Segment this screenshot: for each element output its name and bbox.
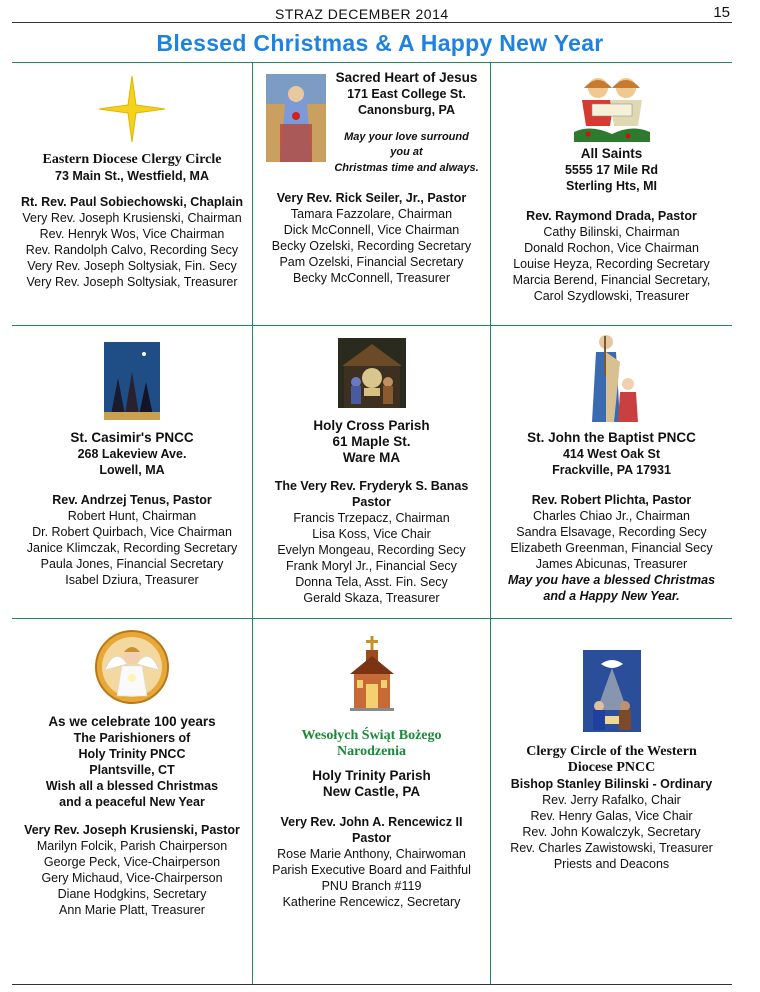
officer-line: Marilyn Folcik, Parish Chairperson bbox=[36, 839, 228, 853]
officer-line: Dick McConnell, Vice Chairman bbox=[283, 223, 460, 237]
grid-rule bbox=[12, 62, 732, 63]
officer-line: Marcia Berend, Financial Secretary, bbox=[512, 273, 711, 287]
officer-line: Cathy Bilinski, Chairman bbox=[543, 225, 680, 239]
officer-line: Rev. Henry Galas, Vice Chair bbox=[530, 809, 693, 823]
cell-lead: Very Rev. Joseph Krusienski, Pastor bbox=[24, 823, 240, 837]
cell-lead: Pastor bbox=[352, 495, 391, 509]
cell-lead: Bishop Stanley Bilinski - Ordinary bbox=[510, 777, 713, 791]
officer-line: George Peck, Vice-Chairperson bbox=[43, 855, 221, 869]
cell-address: 73 Main St., Westfield, MA bbox=[55, 169, 209, 183]
officer-line: Very Rev. Joseph Krusienski, Chairman bbox=[22, 211, 242, 225]
nativity-picture bbox=[338, 338, 406, 408]
greeting-line: Wesołych Świąt Bożego bbox=[301, 728, 442, 743]
grid-rule bbox=[12, 325, 732, 326]
angel-medallion-picture bbox=[95, 630, 169, 704]
officer-line: Francis Trzepacz, Chairman bbox=[293, 511, 450, 525]
intro-line: The Parishioners of bbox=[73, 731, 191, 745]
officer-line: Becky Ozelski, Recording Secretary bbox=[271, 239, 472, 253]
wish-line: Christmas time and always. bbox=[334, 162, 479, 174]
intro-line: Plantsville, CT bbox=[89, 763, 175, 777]
cell-address: 171 East College St. bbox=[347, 87, 466, 101]
greetings-grid bbox=[12, 62, 732, 984]
cell-all-saints bbox=[491, 70, 732, 304]
officer-line: Rev. John Kowalczyk, Secretary bbox=[522, 825, 701, 839]
officer-line: Becky McConnell, Treasurer bbox=[292, 271, 450, 285]
grid-rule bbox=[12, 618, 732, 619]
cell-title: Sacred Heart of Jesus bbox=[335, 70, 478, 85]
page-headline: Blessed Christmas & A Happy New Year bbox=[156, 30, 604, 56]
officer-line: Robert Hunt, Chairman bbox=[67, 509, 197, 523]
cell-title: St. Casimir's PNCC bbox=[70, 430, 194, 445]
officer-line: Ann Marie Platt, Treasurer bbox=[59, 903, 205, 917]
intro-line: Holy Trinity PNCC bbox=[78, 747, 186, 761]
officer-line: Donald Rochon, Vice Chairman bbox=[524, 241, 699, 255]
officer-line: Very Rev. Joseph Soltysiak, Treasurer bbox=[26, 275, 238, 289]
greeting-line: Narodzenia bbox=[337, 744, 406, 759]
masthead: STRAZ DECEMBER 2014 bbox=[275, 6, 449, 22]
officer-line: Rev. Charles Zawistowski, Treasurer bbox=[510, 841, 713, 855]
header-rule bbox=[12, 22, 732, 23]
officer-line: Sandra Elsavage, Recording Secy bbox=[516, 525, 707, 539]
cell-holy-trinity-plantsville bbox=[12, 630, 252, 918]
cell-title: Holy Trinity Parish bbox=[312, 768, 431, 783]
officer-line: Louise Heyza, Recording Secretary bbox=[513, 257, 710, 271]
officer-line: Carol Szydlowski, Treasurer bbox=[533, 289, 690, 303]
officer-line: Donna Tela, Asst. Fin. Secy bbox=[295, 575, 448, 589]
officer-line: Evelyn Mongeau, Recording Secy bbox=[277, 543, 466, 557]
intro-line: Wish all a blessed Christmas bbox=[45, 779, 219, 793]
officer-line: James Abicunas, Treasurer bbox=[535, 557, 688, 571]
cell-western-clergy-circle bbox=[491, 650, 732, 872]
intro-line: and a peaceful New Year bbox=[59, 795, 205, 809]
cell-lead: Rev. Raymond Drada, Pastor bbox=[526, 209, 697, 223]
cell-st-john-baptist bbox=[491, 332, 732, 604]
cell-title: As we celebrate 100 years bbox=[48, 714, 216, 729]
three-kings-picture bbox=[104, 342, 160, 420]
cell-lead: Rev. Robert Plichta, Pastor bbox=[531, 493, 692, 507]
cell-address: 5555 17 Mile Rd bbox=[564, 163, 659, 177]
officer-line: Janice Klimczak, Recording Secretary bbox=[26, 541, 238, 555]
cell-address: New Castle, PA bbox=[322, 784, 421, 799]
cell-sacred-heart bbox=[253, 70, 490, 320]
church-icon bbox=[346, 636, 398, 712]
officer-line: Rev. Jerry Rafalko, Chair bbox=[542, 793, 681, 807]
wish-line: and a Happy New Year. bbox=[543, 589, 680, 603]
cell-st-casimir bbox=[12, 342, 252, 588]
officer-line: Charles Chiao Jr., Chairman bbox=[532, 509, 690, 523]
cell-lead: The Very Rev. Fryderyk S. Banas bbox=[274, 479, 469, 493]
officer-line: Paula Jones, Financial Secretary bbox=[40, 557, 224, 571]
wish-line: May you have a blessed Christmas bbox=[507, 573, 716, 587]
nativity-dove-picture bbox=[583, 650, 641, 732]
wish-line: you at bbox=[390, 146, 423, 158]
cell-holy-cross bbox=[253, 338, 490, 606]
officer-line: Rev. Randolph Calvo, Recording Secy bbox=[25, 243, 239, 257]
officer-line: Rose Marie Anthony, Chairwoman bbox=[277, 847, 466, 861]
cell-address: 268 Lakeview Ave. bbox=[77, 447, 187, 461]
cell-address: Canonsburg, PA bbox=[358, 103, 455, 117]
cell-lead: Rt. Rev. Paul Sobiechowski, Chaplain bbox=[20, 195, 244, 209]
cell-address: Ware MA bbox=[342, 450, 401, 465]
cell-lead: Rev. Andrzej Tenus, Pastor bbox=[52, 493, 212, 507]
officer-line: Diane Hodgkins, Secretary bbox=[57, 887, 207, 901]
cell-lead: Very Rev. John A. Rencewicz II bbox=[280, 815, 463, 829]
st-john-figure-picture bbox=[584, 332, 640, 424]
cell-address: Sterling Hts, MI bbox=[566, 179, 657, 193]
officer-line: Gery Michaud, Vice-Chairperson bbox=[41, 871, 223, 885]
cell-title: Clergy Circle of the Western bbox=[526, 744, 697, 759]
cell-eastern-diocese bbox=[12, 74, 252, 290]
sacred-heart-picture bbox=[266, 74, 326, 162]
officer-line: Elizabeth Greenman, Financial Secy bbox=[510, 541, 713, 555]
officer-line: Very Rev. Joseph Soltysiak, Fin. Secy bbox=[27, 259, 237, 273]
officer-line: Parish Executive Board and Faithful bbox=[272, 863, 471, 877]
officer-line: Tamara Fazzolare, Chairman bbox=[290, 207, 453, 221]
cell-address: 61 Maple St. bbox=[332, 434, 411, 449]
cell-address: Frackville, PA 17931 bbox=[552, 463, 671, 477]
cell-address: Lowell, MA bbox=[99, 463, 165, 477]
footer-rule bbox=[12, 984, 732, 985]
cell-lead: Pastor bbox=[352, 831, 391, 845]
officer-line: Pam Ozelski, Financial Secretary bbox=[279, 255, 464, 269]
officer-line: Frank Moryl Jr., Financial Secy bbox=[286, 559, 457, 573]
cell-title: Eastern Diocese Clergy Circle bbox=[42, 152, 222, 167]
cell-holy-trinity-new-castle bbox=[253, 636, 490, 910]
cell-title: St. John the Baptist PNCC bbox=[527, 430, 696, 445]
cell-title: Holy Cross Parish bbox=[313, 418, 430, 433]
gold-star-icon bbox=[97, 74, 167, 144]
cell-title: All Saints bbox=[580, 146, 643, 161]
cell-lead: Very Rev. Rick Seiler, Jr., Pastor bbox=[276, 191, 467, 205]
officer-line: PNU Branch #119 bbox=[321, 879, 422, 893]
officer-line: Katherine Rencewicz, Secretary bbox=[282, 895, 461, 909]
officer-line: Priests and Deacons bbox=[553, 857, 670, 871]
officer-line: Dr. Robert Quirbach, Vice Chairman bbox=[32, 525, 232, 539]
officer-line: Isabel Dziura, Treasurer bbox=[65, 573, 199, 587]
cell-title: Diocese PNCC bbox=[567, 760, 656, 775]
page-number: 15 bbox=[713, 4, 730, 21]
wish-line: May your love surround bbox=[344, 131, 469, 143]
angels-picture bbox=[570, 70, 654, 144]
officer-line: Lisa Koss, Vice Chair bbox=[312, 527, 431, 541]
officer-line: Gerald Skaza, Treasurer bbox=[303, 591, 440, 605]
officer-line: Rev. Henryk Wos, Vice Chairman bbox=[39, 227, 225, 241]
cell-address: 414 West Oak St bbox=[562, 447, 661, 461]
